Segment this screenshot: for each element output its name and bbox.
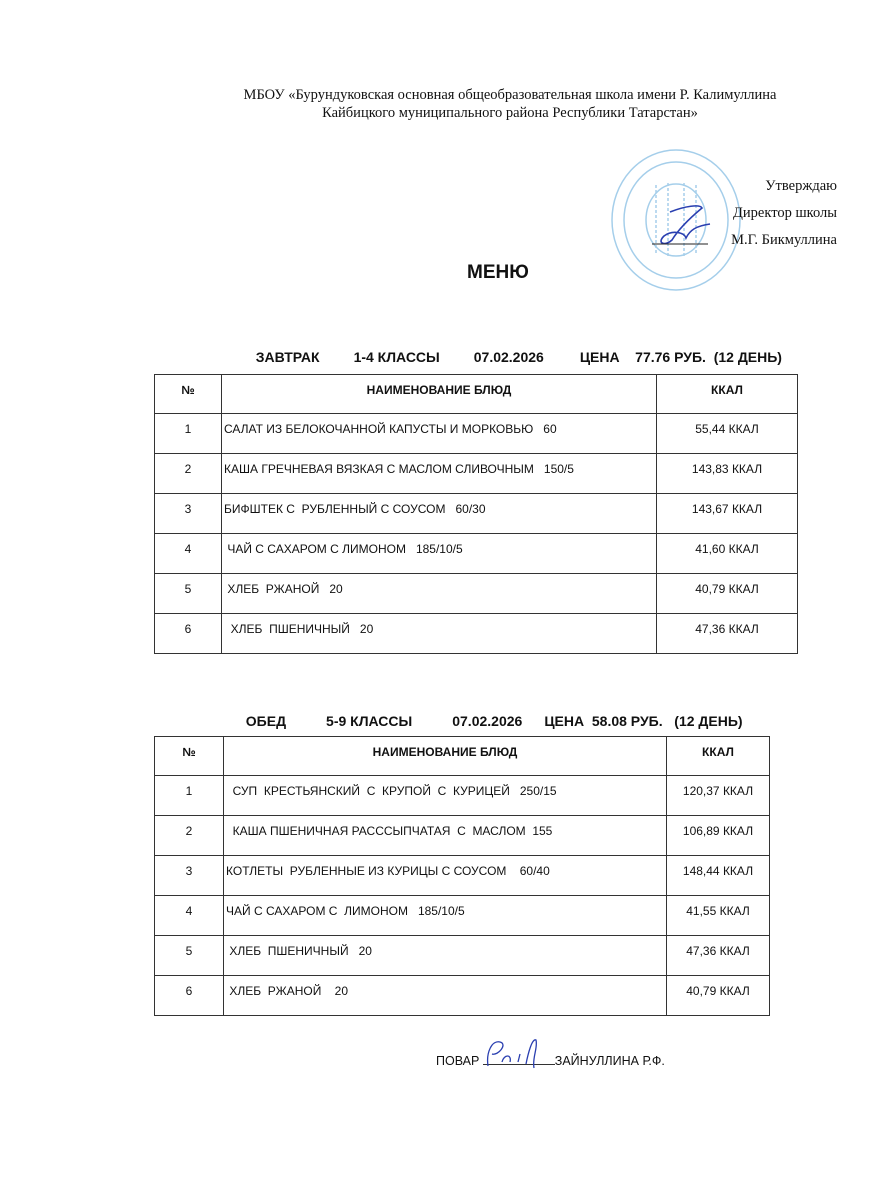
date: 07.02.2026 [452, 713, 523, 729]
organization-header [150, 86, 870, 122]
table-row [155, 976, 770, 1016]
cook-name: ЗАЙНУЛЛИНА Р.Ф. [554, 1054, 665, 1068]
dish-name: ХЛЕБ ПШЕНИЧНЫЙ 20 [222, 614, 657, 654]
col-name: НАИМЕНОВАНИЕ БЛЮД [222, 375, 657, 414]
dish-name: БИФШТЕК С РУБЛЕННЫЙ С СОУСОМ 60/30 [222, 494, 657, 534]
dish-name: ХЛЕБ РЖАНОЙ 20 [222, 574, 657, 614]
breakfast-heading [248, 333, 782, 365]
table-row [155, 574, 798, 614]
director-name: М.Г. Бикмуллина [731, 232, 837, 248]
col-kcal: ККАЛ [667, 737, 770, 776]
breakfast-table [154, 374, 798, 654]
col-kcal: ККАЛ [657, 375, 798, 414]
table-row [155, 896, 770, 936]
grades: 1-4 КЛАССЫ [353, 349, 440, 365]
table-row [155, 936, 770, 976]
dish-number: 5 [155, 936, 224, 976]
dish-kcal: 47,36 ККАЛ [657, 614, 798, 654]
dish-number: 2 [155, 454, 222, 494]
price: ЦЕНА 58.08 РУБ. (12 ДЕНЬ) [544, 713, 743, 729]
org-line-1: МБОУ «Бурундуковская основная общеобразовательная школа имени Р. Калимуллина [243, 87, 777, 103]
dish-number: 6 [155, 976, 224, 1016]
dish-kcal: 120,37 ККАЛ [667, 776, 770, 816]
dish-name: ЧАЙ С САХАРОМ С ЛИМОНОМ 185/10/5 [224, 896, 667, 936]
cook-signature-line [436, 1052, 665, 1068]
dish-kcal: 41,60 ККАЛ [657, 534, 798, 574]
meal-type: ОБЕД [245, 713, 287, 729]
col-num: № [155, 375, 222, 414]
dish-name: ХЛЕБ РЖАНОЙ 20 [224, 976, 667, 1016]
lunch-heading [238, 697, 743, 729]
dish-kcal: 106,89 ККАЛ [667, 816, 770, 856]
dish-kcal: 55,44 ККАЛ [657, 414, 798, 454]
dish-number: 1 [155, 776, 224, 816]
table-row [155, 494, 798, 534]
dish-number: 1 [155, 414, 222, 454]
dish-kcal: 40,79 ККАЛ [657, 574, 798, 614]
cook-signature [478, 1034, 548, 1074]
price: ЦЕНА 77.76 РУБ. (12 ДЕНЬ) [579, 349, 782, 365]
dish-kcal: 143,83 ККАЛ [657, 454, 798, 494]
dish-kcal: 41,55 ККАЛ [667, 896, 770, 936]
dish-number: 4 [155, 896, 224, 936]
dish-number: 2 [155, 816, 224, 856]
table-row [155, 776, 770, 816]
dish-kcal: 40,79 ККАЛ [667, 976, 770, 1016]
dish-name: КАША ГРЕЧНЕВАЯ ВЯЗКАЯ С МАСЛОМ СЛИВОЧНЫМ 150/5 [222, 454, 657, 494]
table-row [155, 534, 798, 574]
date: 07.02.2026 [473, 349, 544, 365]
director-signature [650, 200, 720, 250]
dish-number: 6 [155, 614, 222, 654]
dish-kcal: 143,67 ККАЛ [657, 494, 798, 534]
grades: 5-9 КЛАССЫ [326, 713, 413, 729]
table-row [155, 414, 798, 454]
col-num: № [155, 737, 224, 776]
dish-number: 3 [155, 856, 224, 896]
dish-name: ХЛЕБ ПШЕНИЧНЫЙ 20 [224, 936, 667, 976]
approve-label: Утверждаю [765, 178, 837, 194]
org-line-2: Кайбицкого муниципального района Республики Татарстан» [322, 105, 698, 121]
cook-label: ПОВАР [436, 1054, 480, 1068]
dish-name: САЛАТ ИЗ БЕЛОКОЧАННОЙ КАПУСТЫ И МОРКОВЬЮ 60 [222, 414, 657, 454]
dish-number: 3 [155, 494, 222, 534]
dish-name: СУП КРЕСТЬЯНСКИЙ С КРУПОЙ С КУРИЦЕЙ 250/15 [224, 776, 667, 816]
dish-kcal: 47,36 ККАЛ [667, 936, 770, 976]
dish-number: 5 [155, 574, 222, 614]
dish-kcal: 148,44 ККАЛ [667, 856, 770, 896]
director-position: Директор школы [733, 205, 837, 221]
page-title: МЕНЮ [467, 262, 529, 283]
table-row [155, 454, 798, 494]
dish-number: 4 [155, 534, 222, 574]
col-name: НАИМЕНОВАНИЕ БЛЮД [224, 737, 667, 776]
dish-name: КОТЛЕТЫ РУБЛЕННЫЕ ИЗ КУРИЦЫ С СОУСОМ 60/40 [224, 856, 667, 896]
dish-name: ЧАЙ С САХАРОМ С ЛИМОНОМ 185/10/5 [222, 534, 657, 574]
table-row [155, 816, 770, 856]
table-row [155, 614, 798, 654]
meal-type: ЗАВТРАК [255, 349, 320, 365]
table-row [155, 856, 770, 896]
dish-name: КАША ПШЕНИЧНАЯ РАСССЫПЧАТАЯ С МАСЛОМ 155 [224, 816, 667, 856]
lunch-table [154, 736, 770, 1016]
